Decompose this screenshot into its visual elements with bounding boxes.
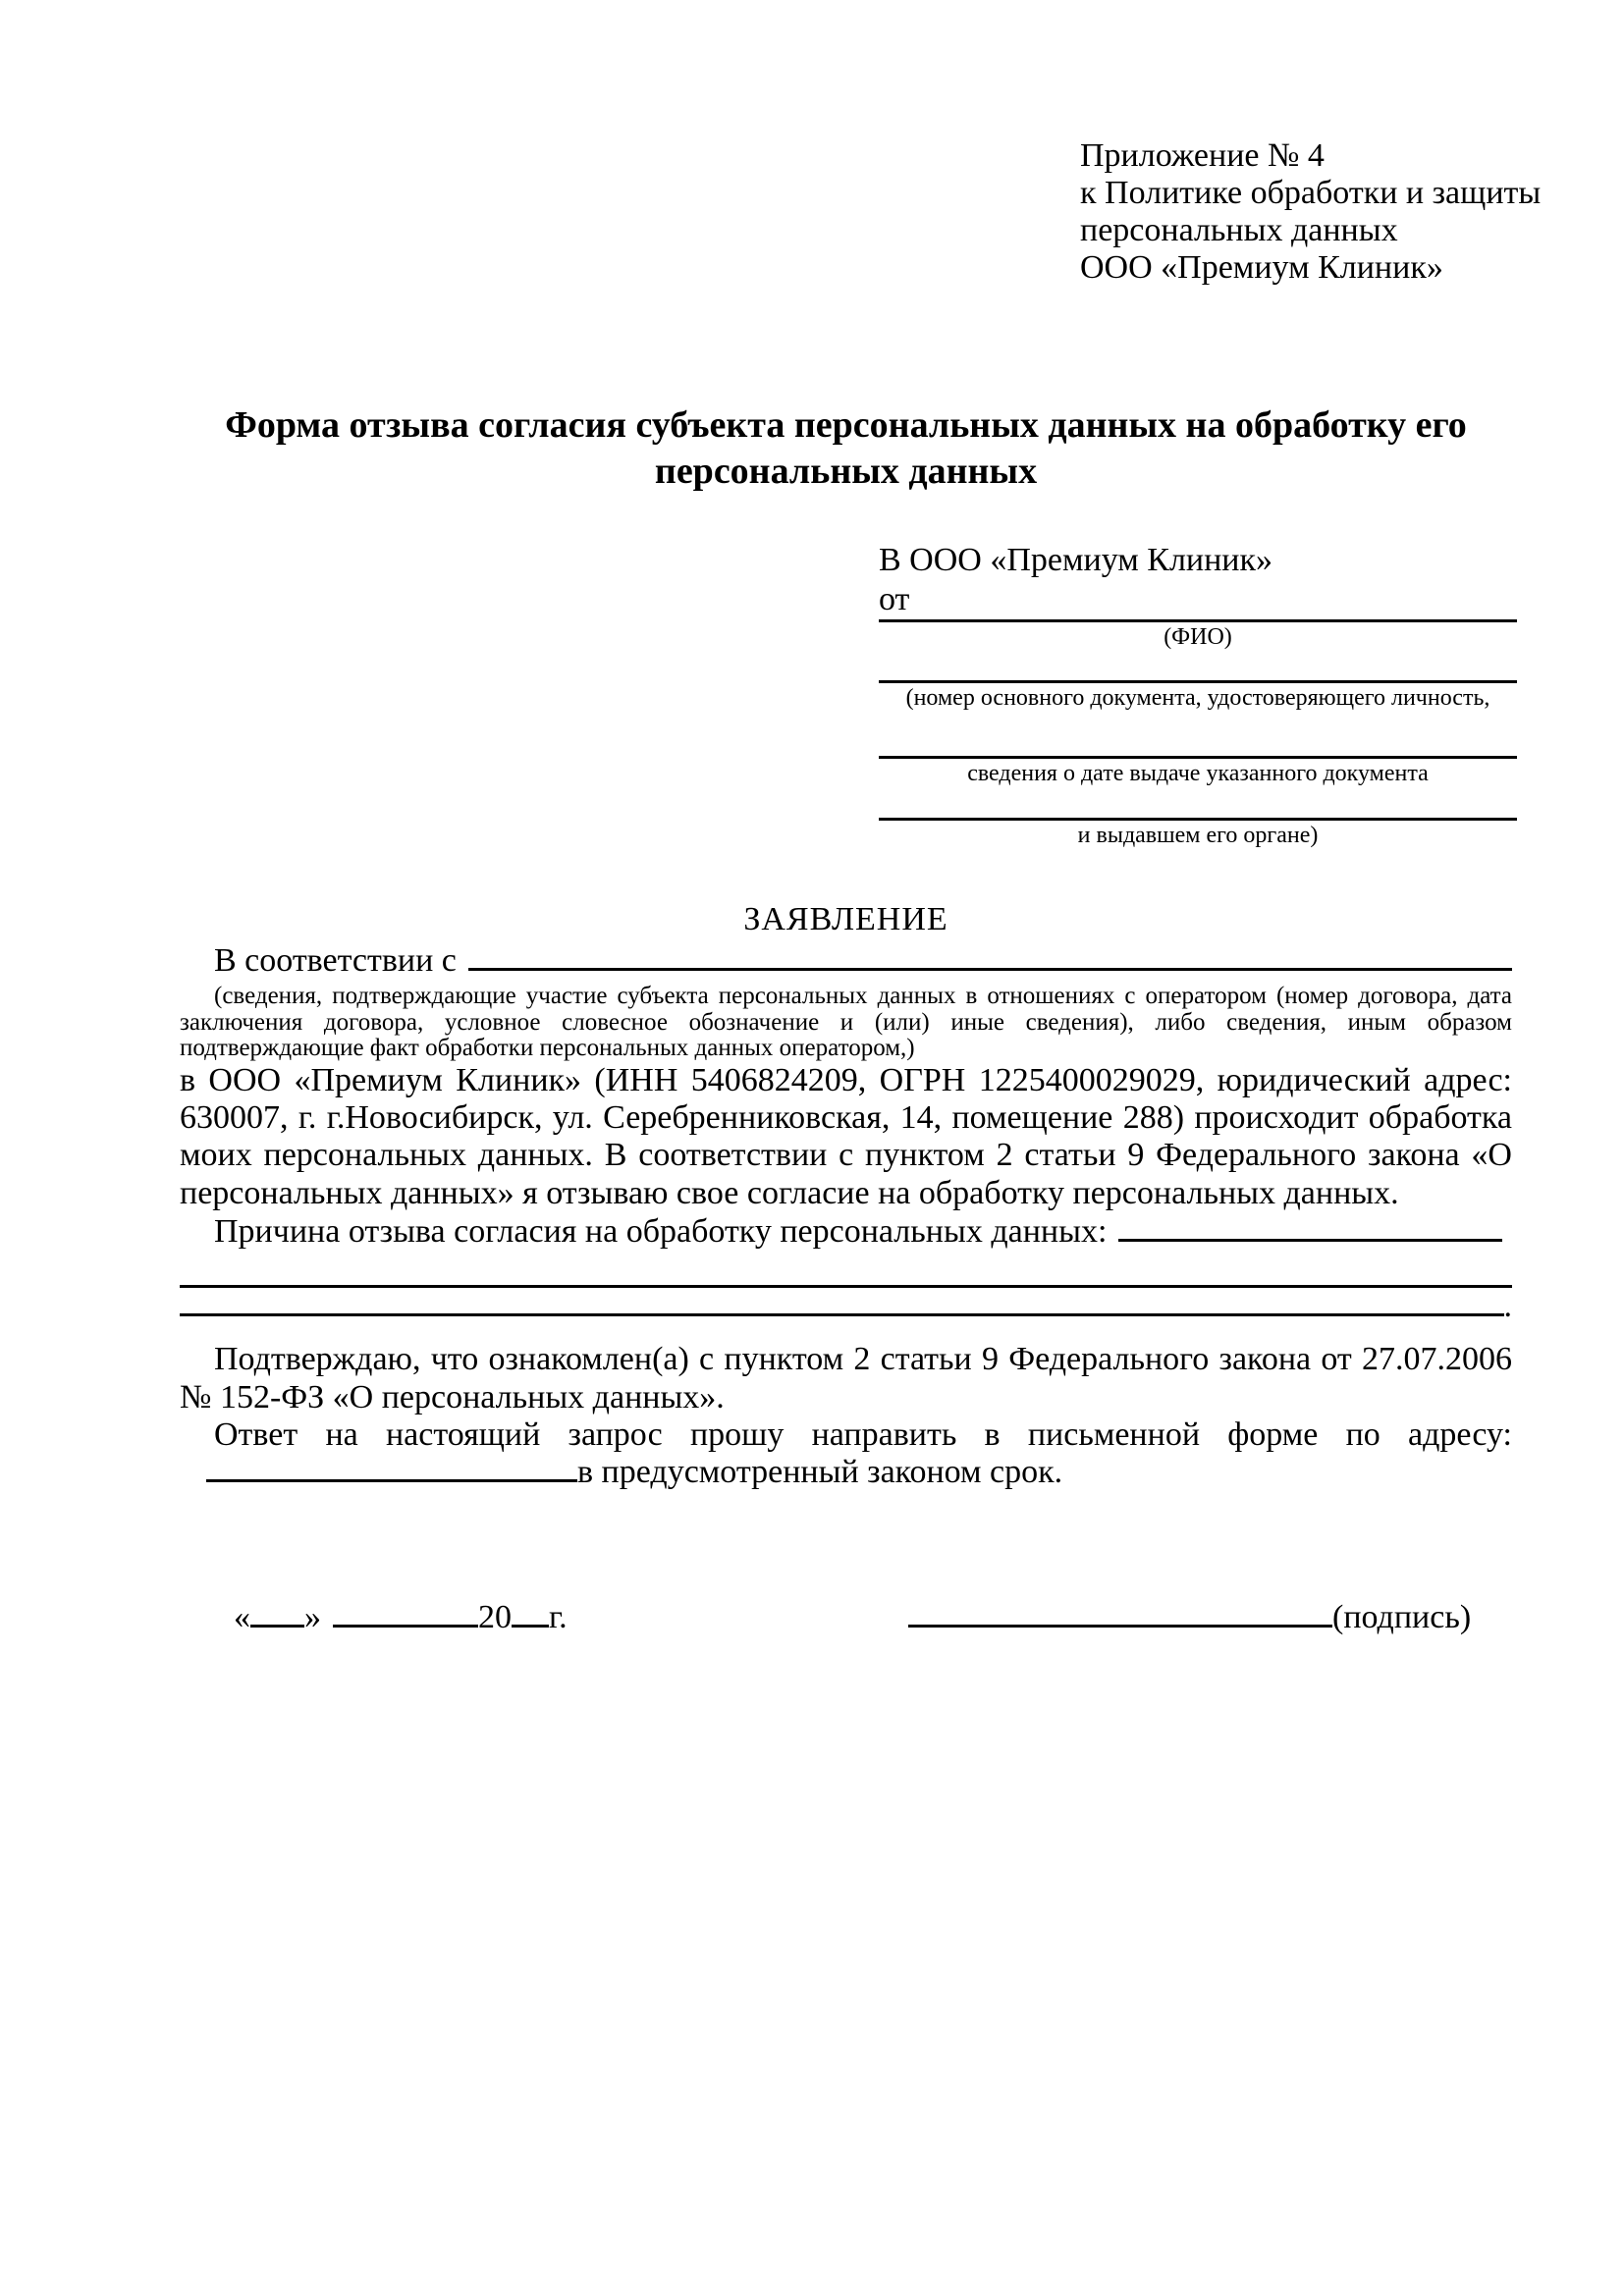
small-print-note: (сведения, подтверждающие участие субъекта персональных данных в отношениях с оператором (номер договора, дата заключения договора, условное словесное обозначение и (или) иные сведения), либо сведения, иным образом подтверждающие факт обработки персональных данных оператором,): [180, 983, 1512, 1061]
annex-line: Приложение № 4: [1080, 137, 1325, 174]
reply-request-line: Ответ на настоящий запрос прошу направить в письменной форме по адресу:: [214, 1415, 1512, 1453]
date-year-prefix: 20: [478, 1599, 512, 1635]
footer-row: [180, 1598, 1512, 1657]
reply-address-blank-line: [206, 1479, 577, 1482]
issue-date-caption: сведения о дате выдаче указанного документа: [967, 761, 1429, 786]
document-title: Форма отзыва согласия субъекта персональных данных на обработку его персональных данных: [225, 404, 1467, 492]
date-open-quote: «: [234, 1599, 250, 1635]
intro-row: [180, 938, 1512, 984]
addressee-from-label: от: [879, 581, 910, 617]
date-year-blank: [512, 1625, 549, 1628]
blank-terminator-period: .: [1503, 1288, 1512, 1325]
fio-caption: (ФИО): [1164, 624, 1232, 650]
reply-address-row: [180, 1454, 1512, 1491]
signature-field: [908, 1598, 1471, 1637]
reason-blank-line-3: [180, 1313, 1504, 1316]
statement-heading: ЗАЯВЛЕНИЕ: [743, 901, 948, 937]
signature-blank-line: [908, 1625, 1332, 1628]
signature-caption: (подпись): [1332, 1599, 1472, 1635]
date-year-suffix: г.: [549, 1599, 568, 1635]
reply-tail: в предусмотренный законом срок.: [577, 1454, 1063, 1491]
addressee-to: В ООО «Премиум Клиник»: [879, 542, 1273, 578]
annex-line: персональных данных: [1080, 212, 1398, 248]
annex-header: [1080, 137, 1541, 287]
reason-blank-row-3: [180, 1288, 1512, 1325]
issuer-caption: и выдавшем его органе): [1077, 823, 1319, 848]
reason-lead: Причина отзыва согласия на обработку персональных данных:: [214, 1213, 1108, 1251]
reason-blank-line-1: [1118, 1239, 1502, 1242]
date-field: [234, 1598, 568, 1637]
date-close-quote: »: [304, 1599, 321, 1635]
addressee-block: [879, 541, 1517, 850]
reason-row: [180, 1212, 1512, 1252]
statement-body-block: [180, 938, 1512, 1491]
intro-lead: В соответствии с: [214, 942, 457, 979]
annex-line: ООО «Премиум Клиник»: [1080, 249, 1443, 286]
id-document-caption: (номер основного документа, удостоверяющего личность,: [905, 685, 1490, 711]
statement-body: в ООО «Премиум Клиник» (ИНН 5406824209, ОГРН 1225400029029, юридический адрес: 630007, г. г.Новосибирск, ул. Серебренниковская, 14, помещение 288) происходит обработка моих персональных данных. В соответствии с пунктом 2 статьи 9 Федерального закона «О персональных данных» я отзываю свое согласие на обработку персональных данных.: [180, 1061, 1512, 1211]
confirmation-paragraph: Подтверждаю, что ознакомлен(а) с пунктом 2 статьи 9 Федерального закона от 27.07.2006 № 152-ФЗ «О персональных данных».: [180, 1341, 1512, 1415]
date-day-blank: [250, 1625, 304, 1628]
date-month-blank: [333, 1625, 478, 1628]
intro-blank-line: [468, 968, 1512, 971]
annex-line: к Политике обработки и защиты: [1080, 175, 1542, 211]
